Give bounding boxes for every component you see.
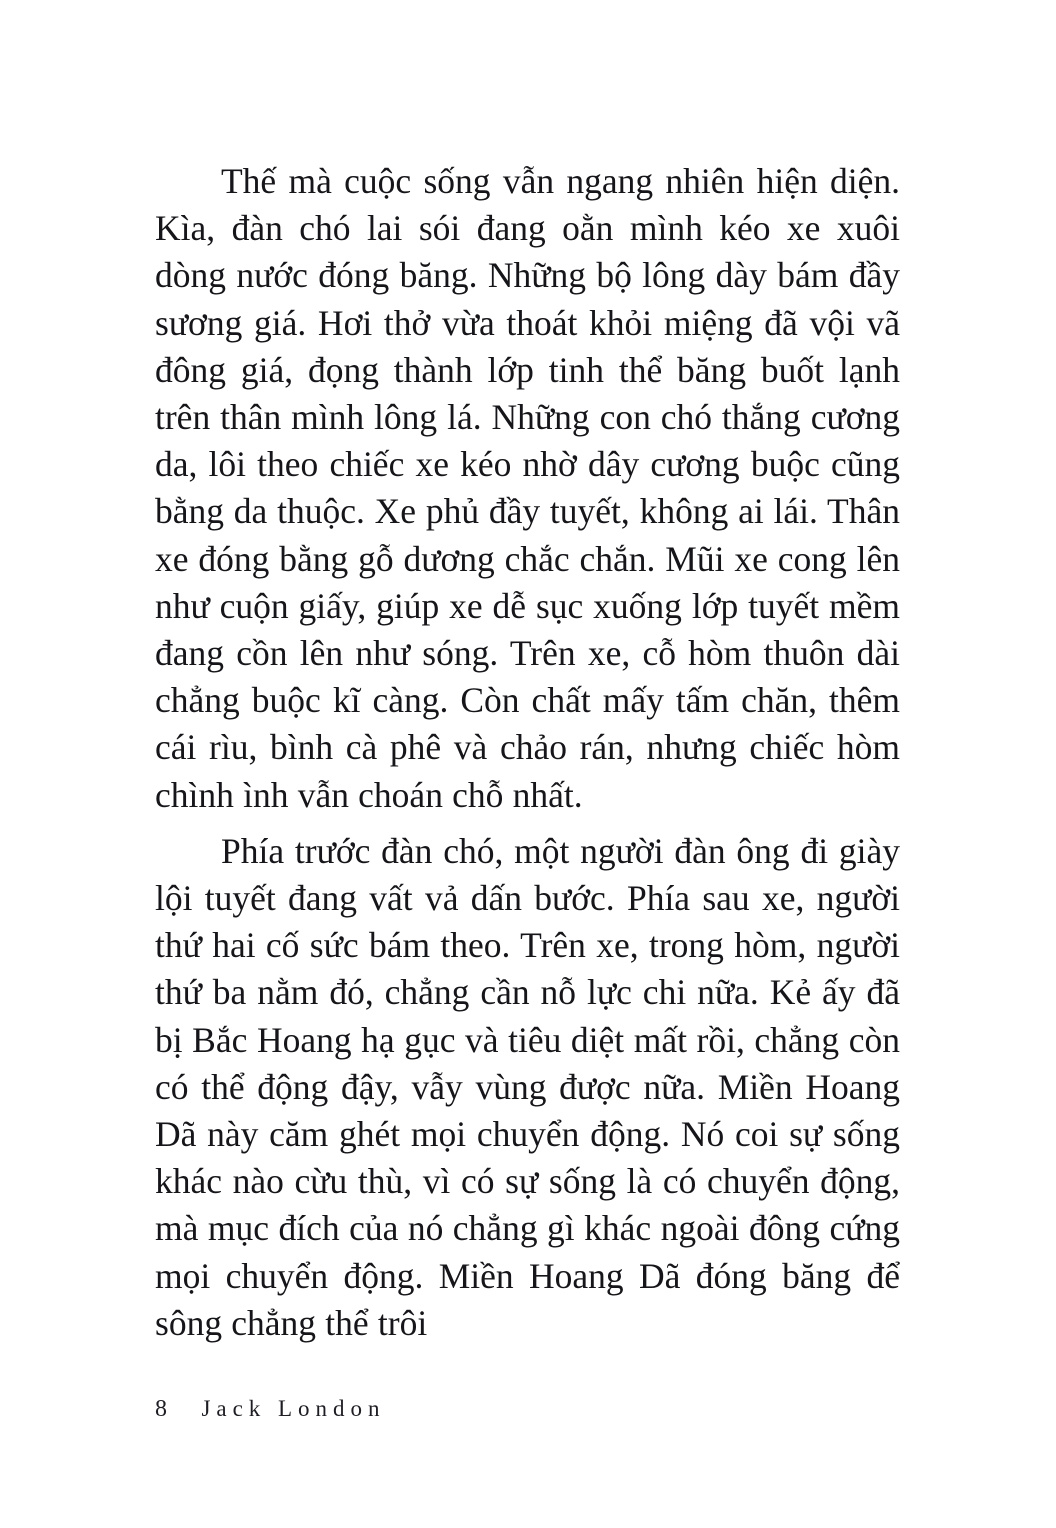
body-paragraph-1: Thế mà cuộc sống vẫn ngang nhiên hiện diện. Kìa, đàn chó lai sói đang oằn mình kéo xe xuôi dòng nước đóng băng. Những bộ lông dày bám đầy sương giá. Hơi thở vừa thoát khỏi miệng đã vội vã đông giá, đọng thành lớp tinh thể băng buốt lạnh trên thân mình lông lá. Những con chó thắng cương da, lôi theo chiếc xe kéo nhờ dây cương buộc cũng bằng da thuộc. Xe phủ đầy tuyết, không ai lái. Thân xe đóng bằng gỗ dương chắc chắn. Mũi xe cong lên như cuộn giấy, giúp xe dễ sục xuống lớp tuyết mềm đang cồn lên như sóng. Trên xe, cỗ hòm thuôn dài chẳng buộc kĩ càng. Còn chất mấy tấm chăn, thêm cái rìu, bình cà phê và chảo rán, nhưng chiếc hòm chình ình vẫn choán chỗ nhất. xyxy=(155,161,900,815)
footer-author-name: Jack London xyxy=(201,1396,386,1421)
page-text-block xyxy=(155,158,900,1347)
page-number: 8 xyxy=(155,1396,168,1422)
body-paragraph-2: Phía trước đàn chó, một người đàn ông đi giày lội tuyết đang vất vả dấn bước. Phía sau xe, người thứ hai cố sức bám theo. Trên xe, trong hòm, người thứ ba nằm đó, chẳng cần nỗ lực chi nữa. Kẻ ấy đã bị Bắc Hoang hạ gục và tiêu diệt mất rồi, chẳng còn có thể động đậy, vẫy vùng được nữa. Miền Hoang Dã này căm ghét mọi chuyển động. Nó coi sự sống khác nào cừu thù, vì có sự sống là có chuyển động, mà mục đích của nó chẳng gì khác ngoài đông cứng mọi chuyển động. Miền Hoang Dã đóng băng để sông chẳng thể trôi xyxy=(155,830,900,1343)
page-footer xyxy=(155,1396,385,1423)
